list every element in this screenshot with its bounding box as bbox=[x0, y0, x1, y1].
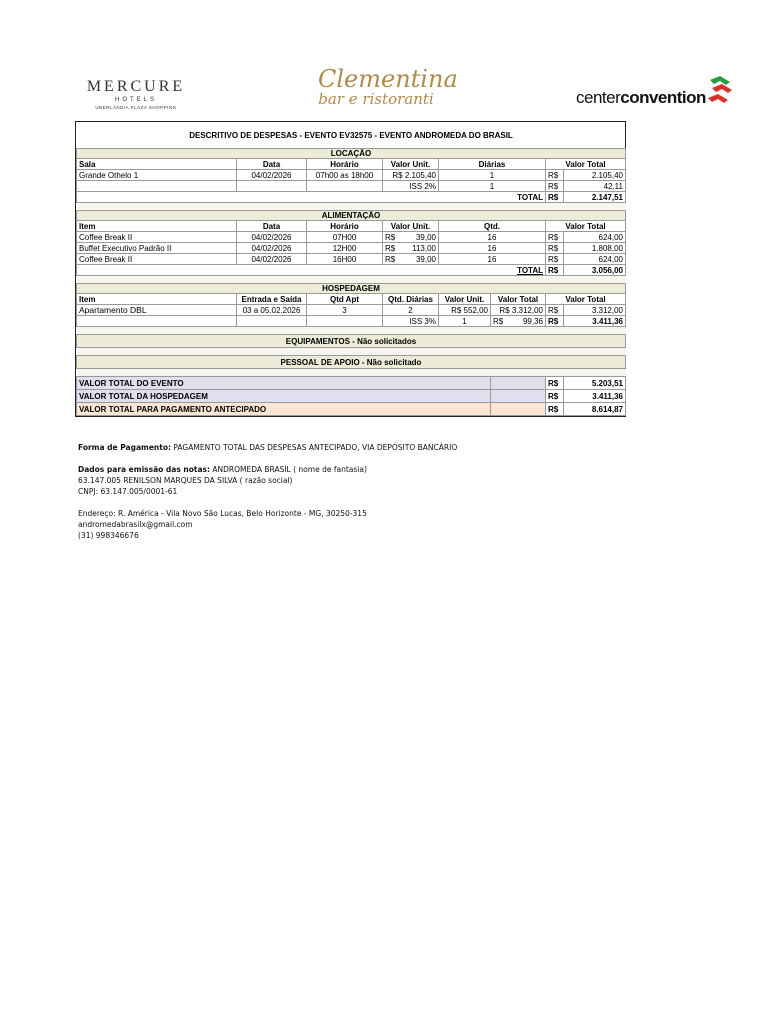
cell-nights: 2 bbox=[383, 305, 439, 316]
cell-total: 3.312,00 bbox=[564, 305, 626, 316]
section-hospedagem: HOSPEDAGEM bbox=[77, 284, 626, 294]
cell-qty: 1 bbox=[439, 316, 491, 327]
centerconvention-logo bbox=[576, 76, 736, 112]
mercure-logo bbox=[84, 78, 188, 110]
spacer bbox=[77, 276, 626, 284]
cell-total: 2.105,40 bbox=[564, 170, 626, 181]
locacao-header-row bbox=[77, 159, 626, 170]
col-header: Valor Unit. bbox=[383, 221, 439, 232]
spacer bbox=[77, 369, 626, 377]
col-header: Qtd Apt bbox=[307, 294, 383, 305]
cell-unit-price bbox=[383, 243, 439, 254]
cell-date bbox=[237, 181, 307, 192]
unit-currency: R$ bbox=[385, 243, 396, 253]
cell-item: Coffee Break II bbox=[77, 254, 237, 265]
cell-qty: 1 bbox=[439, 181, 546, 192]
cell-iss-label: ISS 3% bbox=[383, 316, 439, 327]
cell-date: 04/02/2026 bbox=[237, 232, 307, 243]
payment-method-line bbox=[78, 442, 457, 453]
subtotal-value: 99,36 bbox=[522, 316, 543, 326]
table-row bbox=[77, 232, 626, 243]
cell-subtotal bbox=[491, 316, 546, 327]
cell-date: 04/02/2026 bbox=[237, 254, 307, 265]
total-label-text: TOTAL bbox=[517, 265, 543, 275]
col-header: Qtd. bbox=[439, 221, 546, 232]
col-header: Data bbox=[237, 159, 307, 170]
unit-currency: R$ bbox=[385, 254, 396, 264]
cell-currency: R$ bbox=[546, 305, 564, 316]
summary-label: VALOR TOTAL PARA PAGAMENTO ANTECIPADO bbox=[77, 403, 491, 416]
summary-label: VALOR TOTAL DA HOSPEDAGEM bbox=[77, 390, 491, 403]
cnpj: CNPJ: 63.147.005/0001-61 bbox=[78, 487, 178, 496]
cell-currency: R$ bbox=[546, 254, 564, 265]
col-header: Valor Unit. bbox=[439, 294, 491, 305]
unit-value: 39,00 bbox=[415, 232, 436, 242]
table-row bbox=[77, 170, 626, 181]
cell-currency: R$ bbox=[546, 170, 564, 181]
table-row bbox=[77, 243, 626, 254]
cell-item: Grande Othelo 1 bbox=[77, 170, 237, 181]
col-header: Qtd. Diárias bbox=[383, 294, 439, 305]
email: andromedabrasilx@gmail.com bbox=[78, 520, 193, 529]
cell-time: 16H00 bbox=[307, 254, 383, 265]
summary-blank bbox=[491, 403, 546, 416]
col-header: Valor Total bbox=[546, 221, 626, 232]
centerconvention-logo-part2: convention bbox=[620, 88, 706, 107]
section-equipamentos: EQUIPAMENTOS - Não solicitados bbox=[77, 335, 626, 348]
cell-unit-price bbox=[383, 232, 439, 243]
cell-item: Apartamento DBL bbox=[77, 305, 237, 316]
company-name: 63.147.005 RENILSON MARQUES DA SILVA ( razão social) bbox=[78, 476, 293, 485]
table-row bbox=[77, 316, 626, 327]
cell-time: 12H00 bbox=[307, 243, 383, 254]
cell-qty: 16 bbox=[439, 243, 546, 254]
cell-currency: R$ bbox=[546, 243, 564, 254]
cell-date: 04/02/2026 bbox=[237, 243, 307, 254]
summary-row bbox=[77, 377, 626, 390]
clementina-logo-name: Clementina bbox=[318, 65, 458, 93]
summary-value: 3.411,36 bbox=[564, 390, 626, 403]
centerconvention-mark-icon bbox=[706, 76, 734, 106]
cell-total: 3.411,36 bbox=[564, 316, 626, 327]
cell-qty: 16 bbox=[439, 254, 546, 265]
col-header: Valor Total bbox=[546, 294, 626, 305]
cell-total: 42,11 bbox=[564, 181, 626, 192]
invoice-data-line bbox=[78, 464, 457, 475]
cell-time: 07H00 bbox=[307, 232, 383, 243]
section-locacao: LOCAÇÃO bbox=[77, 149, 626, 159]
expense-sheet bbox=[75, 121, 626, 417]
unit-currency: R$ bbox=[385, 232, 396, 242]
table-row bbox=[77, 305, 626, 316]
payment-method-label: Forma de Pagamento: bbox=[78, 443, 171, 452]
cell-unit-price: R$ 2.105,40 bbox=[383, 170, 439, 181]
mercure-logo-name: MERCURE bbox=[86, 78, 186, 95]
cell-total: 624,00 bbox=[564, 254, 626, 265]
col-header: Data bbox=[237, 221, 307, 232]
cell-time bbox=[307, 181, 383, 192]
spacer bbox=[77, 203, 626, 211]
summary-currency: R$ bbox=[546, 403, 564, 416]
summary-currency: R$ bbox=[546, 390, 564, 403]
cell-currency: R$ bbox=[546, 181, 564, 192]
cell-unit-price: R$ 552,00 bbox=[439, 305, 491, 316]
cell-unit-price bbox=[383, 254, 439, 265]
total-value: 2.147,51 bbox=[564, 192, 626, 203]
hospedagem-header-row bbox=[77, 294, 626, 305]
summary-value: 8.614,87 bbox=[564, 403, 626, 416]
cell-period: 03 a 05.02.2026 bbox=[237, 305, 307, 316]
cell-apt-qty: 3 bbox=[307, 305, 383, 316]
cell-empty bbox=[307, 316, 383, 327]
section-alimentacao: ALIMENTAÇÃO bbox=[77, 211, 626, 221]
col-header: Entrada e Saída bbox=[237, 294, 307, 305]
total-currency: R$ bbox=[546, 192, 564, 203]
mercure-logo-sub: HOTELS bbox=[114, 97, 157, 103]
cell-qty: 1 bbox=[439, 170, 546, 181]
total-currency: R$ bbox=[546, 265, 564, 276]
col-header: Item bbox=[77, 294, 237, 305]
document-title: DESCRITIVO DE DESPESAS - EVENTO EV32575 - EVENTO ANDROMEDA DO BRASIL bbox=[77, 122, 626, 149]
col-header: Sala bbox=[77, 159, 237, 170]
total-value: 3.056,00 bbox=[564, 265, 626, 276]
cell-item: Buffet Executivo Padrão II bbox=[77, 243, 237, 254]
cell-subtotal: R$ 3.312,00 bbox=[491, 305, 546, 316]
payment-method-value: PAGAMENTO TOTAL DAS DESPESAS ANTECIPADO, VIA DEPÓSITO BANCÁRIO bbox=[173, 443, 458, 452]
summary-blank bbox=[491, 390, 546, 403]
col-header: Horário bbox=[307, 221, 383, 232]
col-header: Valor Total bbox=[491, 294, 546, 305]
table-row bbox=[77, 254, 626, 265]
cell-empty bbox=[237, 316, 307, 327]
clementina-logo-sub: bar e ristoranti bbox=[318, 90, 434, 108]
cell-total: 624,00 bbox=[564, 232, 626, 243]
col-header: Horário bbox=[307, 159, 383, 170]
cell-iss-label: ISS 2% bbox=[383, 181, 439, 192]
expense-table bbox=[76, 122, 626, 416]
clementina-logo bbox=[318, 65, 458, 108]
cell-item: Coffee Break II bbox=[77, 232, 237, 243]
mercure-logo-location: UBERLÂNDIA PLAZA SHOPPING bbox=[95, 105, 177, 110]
invoice-data-value: ANDROMEDA BRASIL ( nome de fantasia) bbox=[212, 465, 367, 474]
centerconvention-logo-part1: center bbox=[576, 88, 621, 107]
cell-total: 1.808,00 bbox=[564, 243, 626, 254]
cell-currency: R$ bbox=[546, 316, 564, 327]
payment-notes bbox=[78, 442, 457, 541]
summary-row bbox=[77, 403, 626, 416]
table-row bbox=[77, 181, 626, 192]
col-header: Valor Unit. bbox=[383, 159, 439, 170]
cell-qty: 16 bbox=[439, 232, 546, 243]
alimentacao-total-row bbox=[77, 265, 626, 276]
section-pessoal: PESSOAL DE APOIO - Não solicitado bbox=[77, 356, 626, 369]
col-header: Item bbox=[77, 221, 237, 232]
phone: (31) 998346676 bbox=[78, 531, 139, 540]
summary-row bbox=[77, 390, 626, 403]
address: Endereço: R. América - Vila Novo São Lucas, Belo Horizonte - MG, 30250-315 bbox=[78, 509, 367, 518]
summary-currency: R$ bbox=[546, 377, 564, 390]
cell-empty bbox=[77, 316, 237, 327]
spacer bbox=[77, 348, 626, 356]
invoice-data-label: Dados para emissão das notas: bbox=[78, 465, 211, 474]
summary-label: VALOR TOTAL DO EVENTO bbox=[77, 377, 491, 390]
locacao-total-row bbox=[77, 192, 626, 203]
cell-date: 04/02/2026 bbox=[237, 170, 307, 181]
subtotal-currency: R$ bbox=[493, 316, 504, 326]
summary-value: 5.203,51 bbox=[564, 377, 626, 390]
unit-value: 39,00 bbox=[415, 254, 436, 264]
spacer bbox=[77, 327, 626, 335]
col-header: Diárias bbox=[439, 159, 546, 170]
total-label bbox=[77, 265, 546, 276]
alimentacao-header-row bbox=[77, 221, 626, 232]
unit-value: 113,00 bbox=[412, 243, 436, 253]
cell-item bbox=[77, 181, 237, 192]
cell-time: 07h00 as 18h00 bbox=[307, 170, 383, 181]
total-label: TOTAL bbox=[77, 192, 546, 203]
col-header: Valor Total bbox=[546, 159, 626, 170]
summary-blank bbox=[491, 377, 546, 390]
cell-currency: R$ bbox=[546, 232, 564, 243]
